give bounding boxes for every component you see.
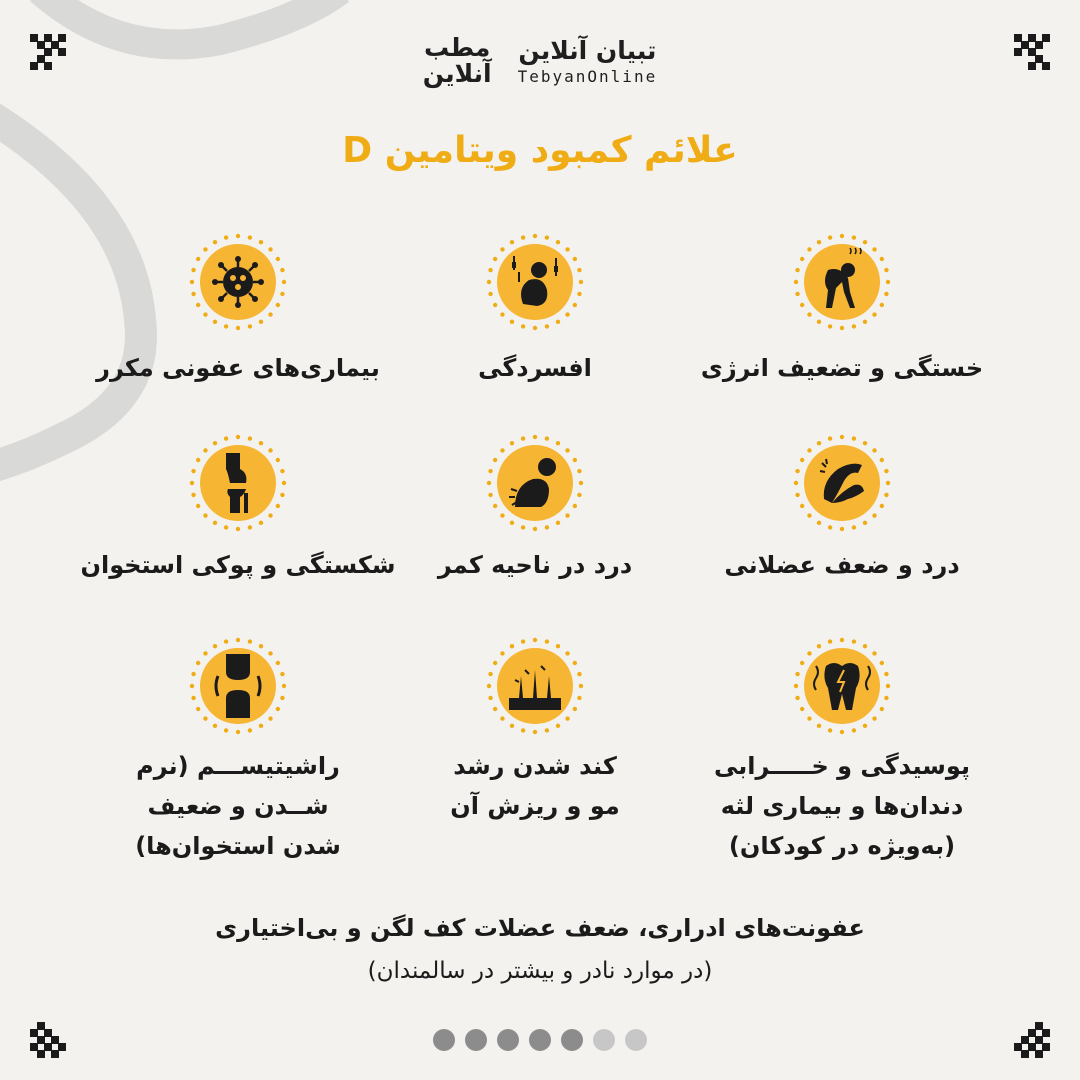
symptom-label-hair: [365, 746, 705, 826]
carousel-pager: [0, 1029, 1080, 1051]
symptom-label-teeth-line3: (به‌ویژه در کودکان): [728, 832, 956, 860]
symptom-label-fatigue: خستگی و تضعیف انرژی: [700, 354, 984, 382]
bone-fracture-icon: [188, 433, 288, 533]
virus-icon: [188, 232, 288, 332]
matab-logo-line1: مطب: [424, 32, 491, 62]
symptom-label-hair-line2: مو و ریزش آن: [450, 792, 620, 820]
symptom-label-rickets: [68, 746, 408, 866]
symptom-label-depression: افسردگی: [478, 354, 592, 382]
symptom-label-hair-line1: کند شدن رشد: [453, 752, 617, 780]
pager-dot[interactable]: [529, 1029, 551, 1051]
pager-dot[interactable]: [593, 1029, 615, 1051]
hair-loss-icon: [485, 636, 585, 736]
pager-dot[interactable]: [465, 1029, 487, 1051]
symptom-label-muscle: درد و ضعف عضلانی: [724, 551, 960, 579]
symptom-label-teeth-line2: دندان‌ها و بیماری لثه: [720, 792, 964, 820]
symptom-label-back: درد در ناحیه کمر: [437, 551, 633, 579]
knee-joint-icon: [188, 636, 288, 736]
pager-dot[interactable]: [625, 1029, 647, 1051]
depressed-person-icon: [485, 232, 585, 332]
symptom-label-teeth-line1: پوسیدگی و خـــــرابی: [714, 752, 970, 780]
tired-person-icon: [792, 232, 892, 332]
muscle-pain-icon: [792, 433, 892, 533]
matab-logo-line2: آنلاین: [422, 59, 492, 88]
symptom-label-rickets-line1: راشیتیســـم (نرم: [136, 752, 340, 780]
symptom-label-rickets-line3: شدن استخوان‌ها): [135, 832, 341, 860]
footer-main-text: عفونت‌های ادراری، ضعف عضلات کف لگن و بی‌اختیاری: [215, 914, 865, 942]
tebyan-logo-en: TebyanOnline: [517, 66, 658, 86]
pager-dot[interactable]: [433, 1029, 455, 1051]
pager-dot[interactable]: [497, 1029, 519, 1051]
symptom-label-rickets-line2: شــدن و ضعیف: [147, 792, 329, 820]
page-title: علائم کمبود ویتامین D: [342, 130, 738, 171]
footer-sub-text: (در موارد نادر و بیشتر در سالمندان): [367, 958, 713, 984]
pager-dot[interactable]: [561, 1029, 583, 1051]
symptom-label-bone: شکستگی و پوکی استخوان: [80, 551, 396, 579]
symptom-label-teeth: [672, 746, 1012, 866]
tebyan-logo-fa: تبیان آنلاین: [518, 35, 657, 65]
back-pain-icon: [485, 433, 585, 533]
symptom-label-infections: بیماری‌های عفونی مکرر: [96, 354, 380, 382]
tooth-decay-icon: [792, 636, 892, 736]
